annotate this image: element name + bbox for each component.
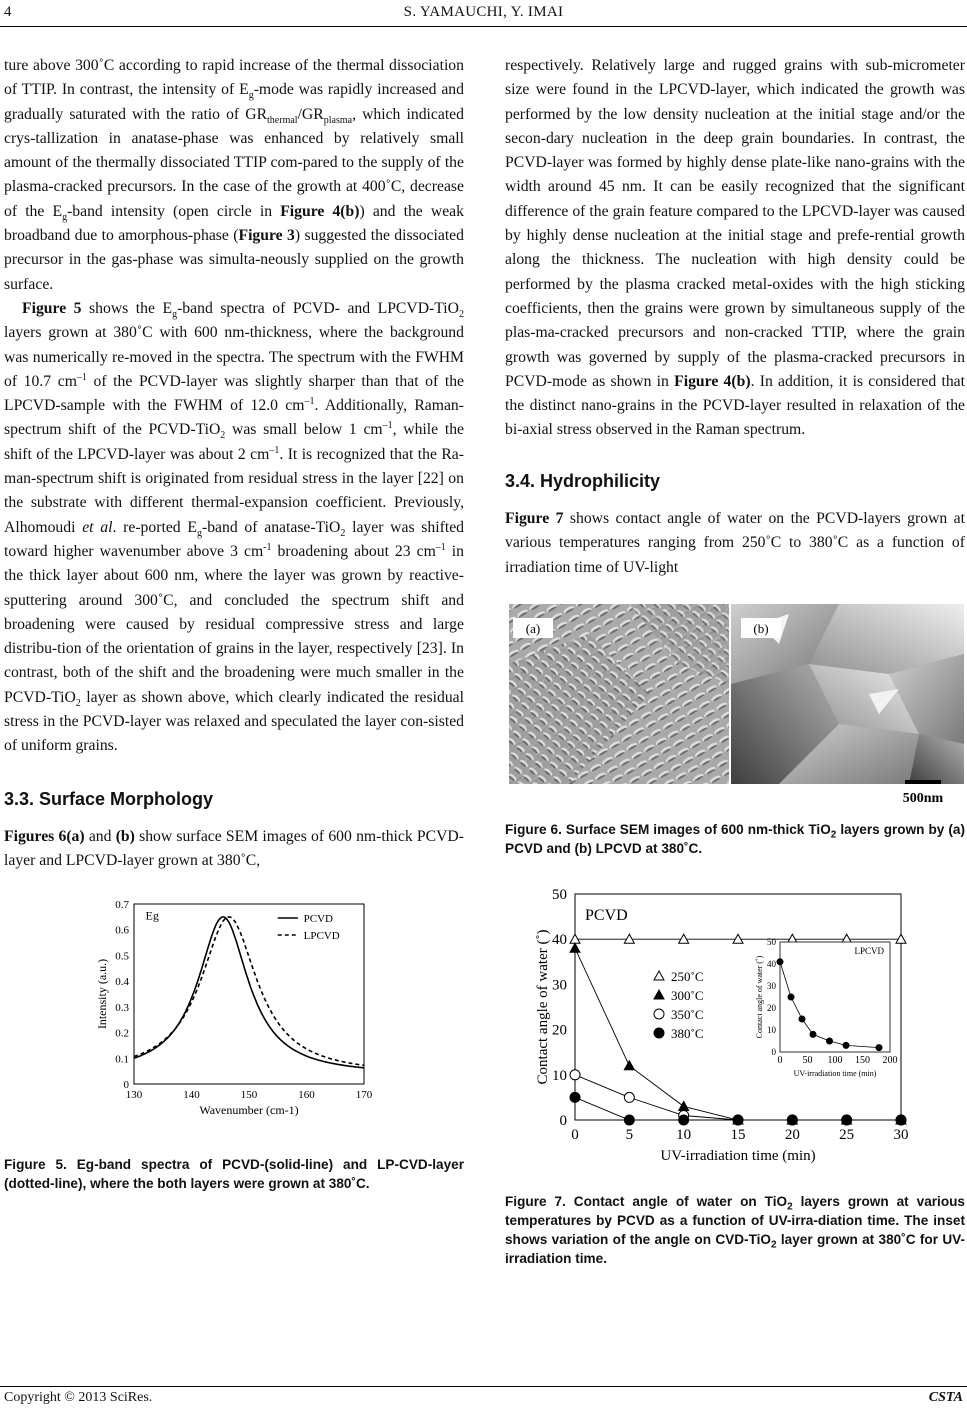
inset-title: LPCVD [854,945,884,956]
legend-marker [654,1028,664,1038]
legend-marker [654,1009,664,1019]
figure-5-chart [92,894,392,1129]
inset-y-tick: 40 [767,958,776,969]
x-axis-label: UV-irradiation time (min) [660,1147,816,1164]
y-tick-label: 40 [552,932,567,949]
running-authors: S. YAMAUCHI, Y. IMAI [403,4,564,20]
right-column [505,54,965,1268]
data-point [733,1115,743,1125]
inset-y-tick: 50 [767,936,776,947]
scale-bar-label: 500nm [902,790,944,806]
x-tick-label: 170 [355,1088,373,1101]
panel-title: PCVD [585,906,628,924]
paragraph: Figure 5 shows the $E_g$-band spectra of PCVD- and LPCVD-TiO$_2$ layers grown at 380˚C with 600 nm-thickness, where the background was numerically re-moved in the spectra. The spectrum with the FWHM of 10.7 $cm^{-1}$ of the PCVD-layer was slightly sharper than that of the LPCVD-sample with the FWHM of 12.0 $cm^{-1}$. Additionally, Raman-spectrum shift of the PCVD-TiO$_2$ was small below 1 $cm^{-1}$, while the shift of the LPCVD-layer was about 2 $cm^{-1}$. It is recognized that the Ra-man-spectrum shift is originated from residual stress in the layer [22] on the substrate with different thermal-expansion coefficient. Previously, Alhomoudi et al. re-ported $E_g$-band of anatase-TiO$_2$ layer was shifted toward higher wavenumber above 3 $cm^{-1}$ broadening about 23 $cm^{-1}$ in the thick layer about 600 nm, where the layer was grown by reactive-sputtering around 300˚C, and concluded the spectrum shift and broadening were caused by residual compressive stress and large distribu-tion of the orientation of grains in the layer, respectively [23]. In contrast, both of the shift and the broadening were much smaller in the PCVD-TiO$_2$ layer as shown above, which clearly indicated the residual stress in the PCVD-layer was relaxed and speculated the layer con-sisted of uniform grains. [4,299,465,755]
inset-data-point [788,994,794,1000]
legend-marker [654,971,664,980]
x-tick-label: 130 [125,1088,143,1101]
paragraph: ture above 300˚C according to rapid increase of the thermal dissociation of TTIP. In contrast, the intensity of $E_g$-mode was rapidly increased and gradually saturated with the ratio of $GR_{thermal}/GR_{plasma}$, which indicated crys-tallization in anatase-phase was enhanced by relatively small amount of the thermally dissociated TTIP com-pared to the supply of the plasma-cracked precursors. In the case of the growth at 400˚C, decrease of the $E_g$-band intensity (open circle in Figure 4(b)) and the weak broadband due to amorphous-phase (Figure 3) suggested the dissociated precursor in the gas-phase was simulta-neously supplied on the growth surface. [4,57,464,293]
data-point [842,1115,852,1125]
figure-6-caption: Figure 6. Surface SEM images of 600 nm-thick TiO$_2$ layers grown by (a) PCVD and (b) LPCVD at 380˚C. [505,821,966,856]
copyright: Copyright © 2013 SciRes. [4,1390,153,1405]
label-a: (a) [525,620,541,636]
y-tick-label: 10 [552,1067,567,1084]
legend-label: 350˚C [671,1006,704,1022]
data-point [570,943,580,952]
data-point [896,934,906,943]
inset-data-point [827,1038,833,1044]
y-tick-label: 30 [552,977,567,994]
y-tick-label: 20 [552,1022,567,1039]
inset-y-tick: 0 [771,1046,776,1057]
figure-5-caption: Figure 5. Eg-band spectra of PCVD-(solid-line) and LP-CVD-layer (dotted-line), where the both layers were grown at 380˚C. [4,1156,464,1191]
inset-x-tick: 200 [882,1054,898,1066]
running-header [0,4,967,24]
scale-bar [905,780,941,784]
inset-data-point [876,1045,882,1051]
x-tick-label: 140 [183,1088,200,1101]
y-tick-label: 0.1 [115,1052,129,1065]
data-point [570,1092,580,1102]
x-tick-label: 30 [893,1126,909,1143]
y-tick-label: 0.3 [115,1001,129,1014]
x-axis-label: Wavenumber (cm-1) [199,1102,299,1117]
figure-7-caption: Figure 7. Contact angle of water on TiO$_2$ layers grown at various temperatures by PCVD as a function of UV-irra-diation time. The inset shows variation of the angle on CVD-TiO$_2$ layer grown at 380˚C for UV-irradiation time. [505,1193,966,1266]
inset-x-label: UV-irradiation time (min) [793,1068,877,1078]
inset-y-tick: 30 [767,980,776,991]
figure-6-sem-images [509,604,964,810]
x-tick-label: 20 [784,1126,800,1143]
inset-data-point [810,1031,816,1037]
data-point [570,934,580,943]
data-point [570,1070,580,1080]
inset-x-tick: 0 [777,1054,783,1066]
inset-x-tick: 150 [855,1054,870,1066]
inset-data-point [799,1016,805,1022]
section-heading: 3.4. Hydrophilicity [505,470,661,491]
data-point [624,1115,634,1125]
section-heading: 3.3. Surface Morphology [4,788,214,809]
x-tick-label: 0 [571,1126,579,1143]
x-tick-label: 160 [298,1088,315,1101]
inset-data-point [843,1042,849,1048]
inset-y-tick: 10 [767,1024,776,1035]
y-axis-label: Intensity (a.u.) [95,958,109,1029]
y-tick-label: 0 [123,1078,129,1091]
inset-data-point [777,959,783,965]
legend-label: 380˚C [671,1025,704,1041]
left-column [4,54,464,1193]
data-point [733,934,743,943]
y-tick-label: 0.7 [115,898,129,911]
inset-y-tick: 20 [767,1002,776,1013]
page-footer [0,1386,967,1410]
data-point [679,1115,689,1125]
data-point [624,1092,634,1102]
x-tick-label: 5 [625,1126,634,1143]
y-tick-label: 50 [552,886,567,903]
inset-y-label: Contact angle of water (˚) [755,955,764,1039]
legend-label: 300˚C [671,987,704,1003]
x-tick-label: 150 [240,1088,258,1101]
data-point [624,1061,634,1070]
data-point [624,934,634,943]
data-point [896,1115,906,1125]
legend-label: PCVD [303,912,333,925]
data-point [679,934,689,943]
y-axis-label: Contact angle of water (˚) [535,929,551,1085]
data-point [787,1115,797,1125]
paragraph: respectively. Relatively large and rugged grains with sub-micrometer size were found in the LPCVD-layer, which indicated the growth was performed by the low density nucleation at the initial stage and/or the secon-dary nucleation in the deep grain boundaries. In contrast, the PCVD-layer was formed by highly dense plate-like nano-grains with the width around 45 nm. It can be easily recognized that the significant difference of the grain feature compared to the LPCVD-layer was caused by highly dense nucleation at the initial stage and prefe-rential growth along the thickness. The nucleation with high density could be performed by the plasma cracked metal-oxides with the high sticking coefficients, then the grains were grown by simultaneous supply of the plas-ma-cracked precursors and non-cracked TTIP, where the grain growth was governed by supply of the plasma-cracked precursors in PCVD-mode as shown in Figure 4(b). In addition, it is considered that the distinct nano-grains in the PCVD-layer resulted in relaxation of the bi-axial stress observed in the Raman spectrum. [505,57,965,439]
journal-abbrev: CSTA [928,1390,963,1405]
inset-frame [780,942,890,1052]
paragraph: Figure 7 shows contact angle of water on the PCVD-layers grown at various temperatures ranging from 250˚C to 380˚C as a function of irradiation time of UV-light [505,510,965,576]
legend-marker [654,990,664,999]
x-tick-label: 25 [839,1126,855,1143]
header-rule [0,26,967,27]
inset-x-tick: 100 [827,1054,843,1066]
legend-label: LPCVD [303,929,340,942]
y-tick-label: 0 [559,1112,567,1129]
inset-x-tick: 50 [802,1054,813,1066]
figure-7-chart [533,886,933,1176]
y-tick-label: 0.4 [115,975,129,988]
data-point [679,1101,689,1110]
page-number: 4 [4,4,12,20]
legend-label: 250˚C [671,968,704,984]
paragraph: Figures 6(a) and (b) show surface SEM images of 600 nm-thick PCVD-layer and LPCVD-layer grown at 380˚C, [4,827,464,870]
y-tick-label: 0.6 [115,924,129,937]
x-tick-label: 15 [730,1126,746,1143]
y-tick-label: 0.2 [115,1027,129,1040]
annotation-eg: Eg [145,907,159,922]
label-b: (b) [753,620,769,636]
x-tick-label: 10 [676,1126,692,1143]
y-tick-label: 0.5 [115,949,129,962]
